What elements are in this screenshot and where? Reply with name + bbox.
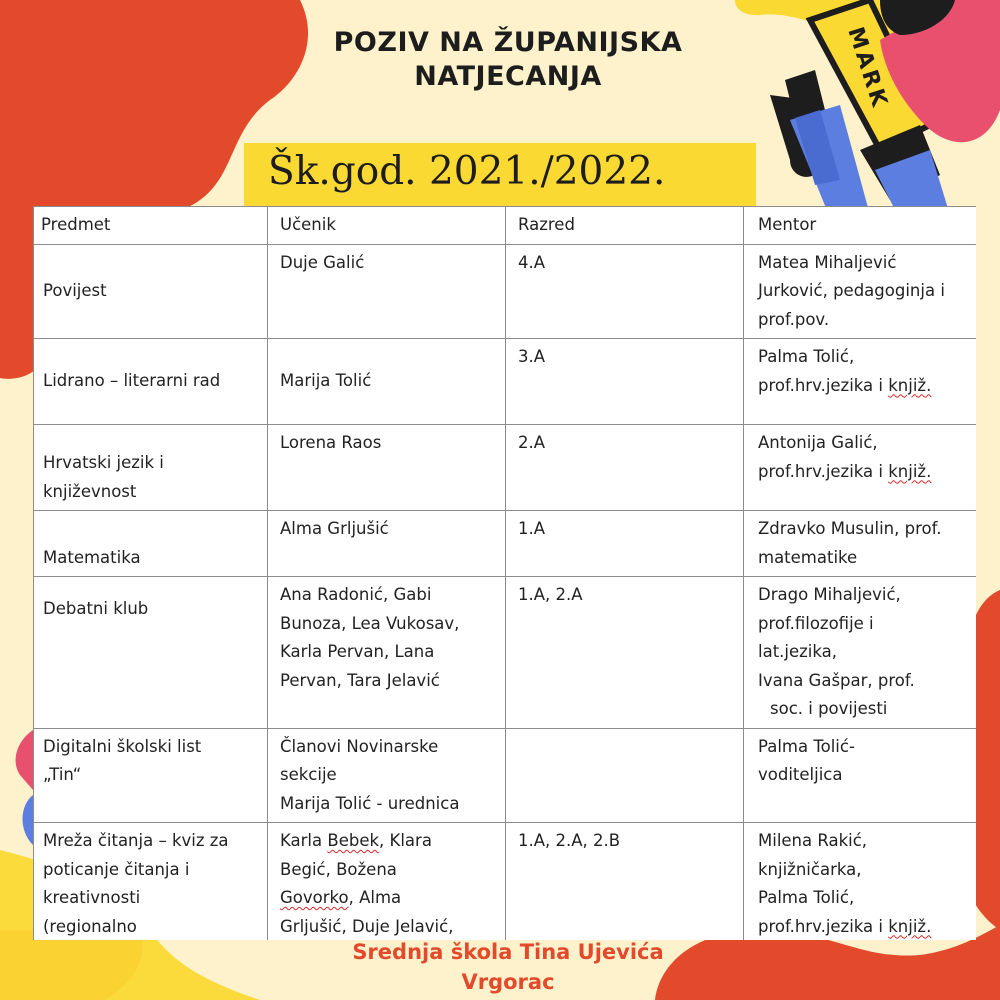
subject-cell (34, 577, 268, 729)
pencil-text: MARK (842, 24, 893, 113)
table-row (34, 244, 977, 339)
grade-cell: 1.A (506, 511, 744, 577)
students-cell (268, 577, 506, 729)
table-row (34, 728, 977, 823)
subject-line: Mreža čitanja – kviz za (43, 831, 229, 850)
header-predmet: Predmet (34, 207, 268, 245)
spellcheck-word: knjiž. (888, 375, 932, 395)
mentor-line: matematike (758, 547, 858, 567)
table-header-row (34, 207, 977, 245)
school-name-line-1: Srednja škola Tina Ujevića (352, 940, 664, 964)
blue-shape-left (22, 795, 33, 845)
subject-cell (34, 511, 268, 577)
student-line: Begić, Božena (280, 859, 397, 879)
student-line: Pervan, Tara Jelavić (280, 670, 440, 690)
student-line: Marija Tolić (280, 371, 372, 391)
student-line: sekcije (280, 765, 337, 784)
subject-line: Debatni klub (43, 599, 149, 618)
spellcheck-word: Govorko (280, 888, 349, 907)
table-row (34, 425, 977, 511)
subject-cell (34, 339, 268, 425)
table-row (34, 511, 977, 577)
mentor-cell (744, 577, 977, 729)
subject-line: Matematika (43, 547, 141, 567)
subject-line: „Tin“ (43, 765, 82, 784)
student-line: Ana Radonić, Gabi (280, 585, 432, 604)
student-line: Marija Tolić - urednica (280, 793, 460, 813)
pencil-lettering (800, 20, 920, 140)
mentor-line: voditeljica (758, 765, 843, 784)
header-mentor: Mentor (744, 207, 977, 245)
student-line: Lorena Raos (280, 433, 382, 452)
student-line: Članovi Novinarske (280, 736, 439, 756)
school-name (258, 937, 758, 997)
subject-line: kreativnosti (43, 888, 141, 907)
header-ucenik: Učenik (268, 207, 506, 245)
student-line: Bunoza, Lea Vukosav, (280, 613, 460, 633)
mentor-cell (744, 244, 977, 339)
mentor-line: prof.hrv.jezika i knjiž. (758, 916, 932, 936)
student-line: Karla Pervan, Lana (280, 642, 435, 661)
subject-line: Hrvatski jezik i (43, 453, 164, 472)
school-name-line-2: Vrgorac (461, 970, 555, 994)
subject-line: književnost (43, 481, 137, 501)
table (33, 206, 976, 940)
header-razred: Razred (506, 207, 744, 245)
mentor-line: Drago Mihaljević, (758, 585, 901, 604)
mentor-line: Ivana Gašpar, prof. (758, 670, 915, 690)
mentor-line: Palma Tolić, (758, 347, 855, 366)
student-line: Alma Grljušić (280, 519, 389, 538)
subject-line: Povijest (43, 281, 107, 300)
mentor-line: lat.jezika, (758, 642, 838, 661)
spellcheck-word: knjiž. (888, 461, 932, 481)
grade-cell: 1.A, 2.A, 2.B (506, 823, 744, 941)
mentor-line: soc. i povijesti (770, 699, 888, 718)
grade-cell: 1.A, 2.A (506, 577, 744, 729)
mentor-line: Palma Tolić, (758, 888, 855, 907)
subject-line: Lidrano – literarni rad (43, 371, 221, 391)
mentor-line: Jurković, pedagoginja i (758, 281, 945, 300)
students-cell (268, 823, 506, 941)
subject-cell (34, 728, 268, 823)
school-year: Šk.god. 2021./2022. (268, 149, 666, 194)
subject-cell (34, 823, 268, 941)
student-line: Grljušić, Duje Jelavić, (280, 916, 454, 936)
students-cell (268, 244, 506, 339)
table-row (34, 823, 977, 941)
mentor-line: Palma Tolić- (758, 736, 855, 756)
mentor-cell (744, 823, 977, 941)
mentor-line: Antonija Galić, (758, 433, 878, 452)
mentor-line: prof.hrv.jezika i knjiž. (758, 375, 932, 395)
subject-line: Digitalni školski list (43, 736, 202, 756)
students-cell (268, 511, 506, 577)
student-line: Govorko, Alma (280, 888, 402, 907)
table-row (34, 577, 977, 729)
pink-shape-left (16, 730, 33, 790)
students-cell (268, 728, 506, 823)
subject-line: (regionalno (43, 916, 137, 936)
subject-line: poticanje čitanja i (43, 859, 190, 879)
grade-cell (506, 728, 744, 823)
student-line: Duje Galić (280, 252, 365, 272)
mentor-cell (744, 425, 977, 511)
mentor-cell (744, 339, 977, 425)
mentor-line: prof.pov. (758, 309, 830, 329)
students-cell (268, 339, 506, 425)
subject-cell (34, 425, 268, 511)
spellcheck-word: knjiž. (888, 916, 932, 936)
mentor-cell (744, 728, 977, 823)
mentor-line: Milena Rakić, (758, 831, 868, 850)
title-line-1: POZIV NA ŽUPANIJSKA (333, 27, 683, 58)
page-title (258, 26, 758, 94)
title-line-2: NATJECANJA (414, 61, 602, 92)
mentor-cell (744, 511, 977, 577)
student-line: Karla Bebek, Klara (280, 831, 432, 850)
mentor-line: prof.filozofije i (758, 613, 874, 633)
mentor-line: Matea Mihaljević (758, 252, 897, 272)
mentor-line: Zdravko Musulin, prof. (758, 519, 942, 538)
grade-cell: 3.A (506, 339, 744, 425)
table-row (34, 339, 977, 425)
students-cell (268, 425, 506, 511)
mentor-line: knjižničarka, (758, 859, 862, 879)
competition-table (33, 206, 976, 940)
spellcheck-word: Bebek (327, 831, 380, 850)
subject-cell (34, 244, 268, 339)
grade-cell: 4.A (506, 244, 744, 339)
mentor-line: prof.hrv.jezika i knjiž. (758, 461, 932, 481)
grade-cell: 2.A (506, 425, 744, 511)
